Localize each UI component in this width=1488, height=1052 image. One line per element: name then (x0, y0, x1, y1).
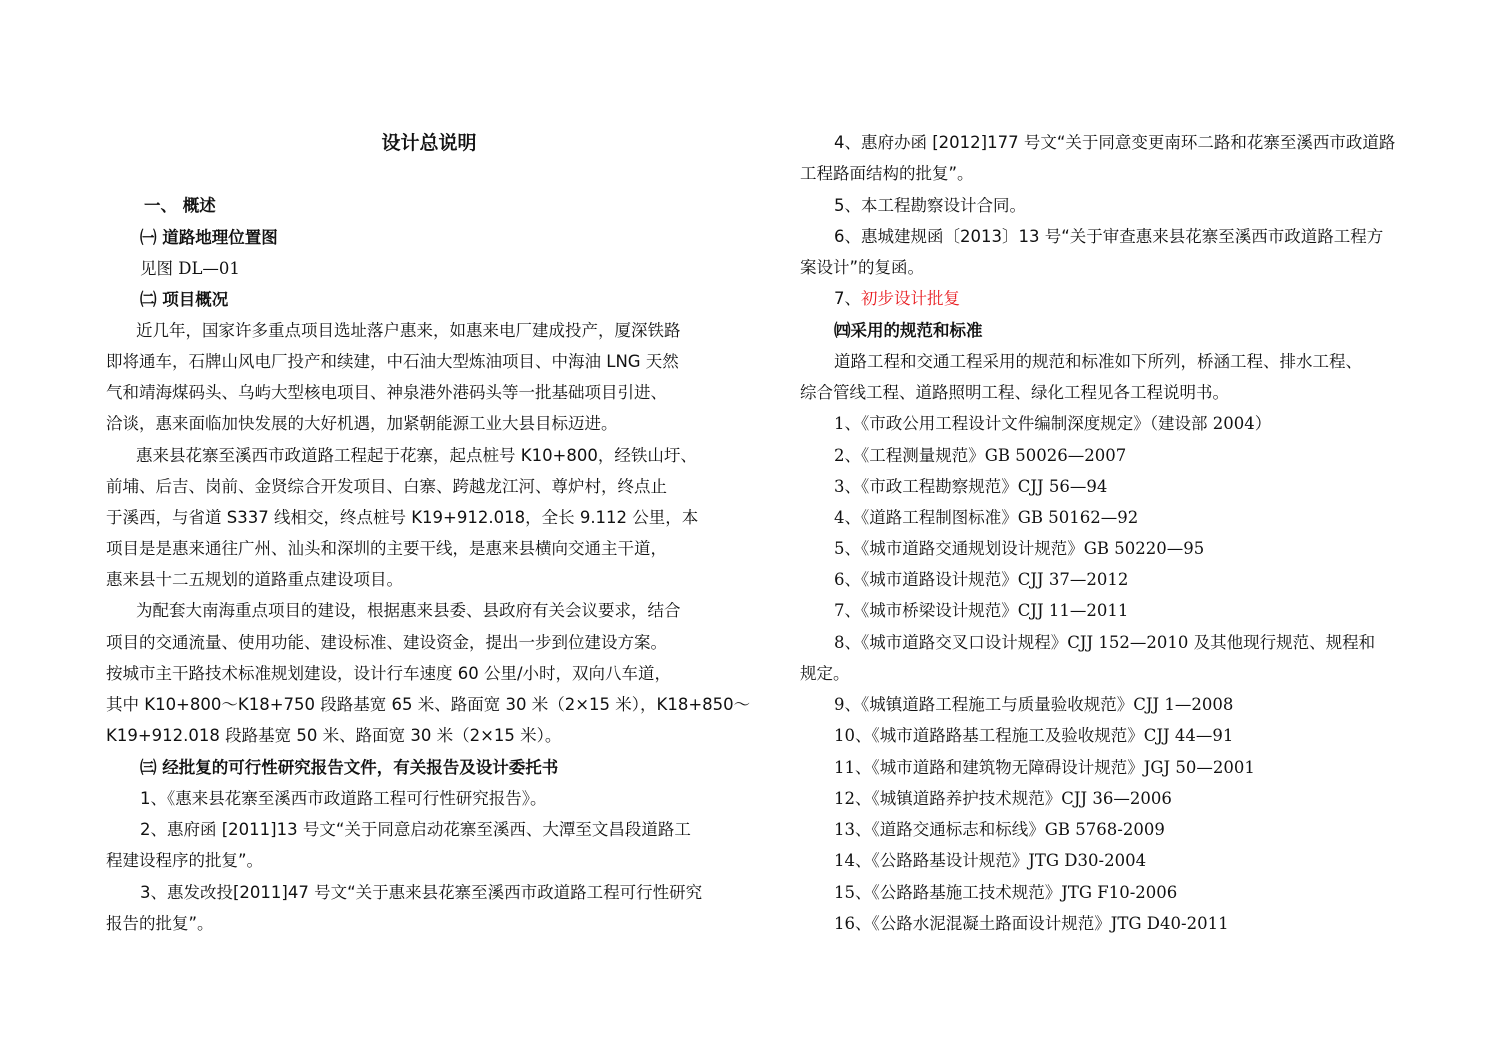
standard-item: 3、《市政工程勘察规范》CJJ 56—94 (834, 477, 1108, 496)
paragraph-line: 洽谈，惠来面临加快发展的大好机遇，加紧朝能源工业大县目标迈进。 (106, 414, 618, 433)
standard-item: 16、《公路水泥混凝土路面设计规范》JTG D40-2011 (834, 914, 1229, 933)
paragraph-line: K19+912.018 段路基宽 50 米、路面宽 30 米（2×15 米）。 (106, 726, 562, 745)
standard-item: 13、《道路交通标志和标线》GB 5768-2009 (834, 820, 1165, 839)
standard-item: 15、《公路路基施工技术规范》JTG F10-2006 (834, 883, 1178, 902)
list-item-number: 7、 (834, 289, 861, 308)
list-item: 1、《惠来县花寨至溪西市政道路工程可行性研究报告》。 (140, 789, 547, 808)
paragraph-line: 气和靖海煤码头、乌屿大型核电项目、神泉港外港码头等一批基础项目引进、 (106, 383, 667, 402)
standard-item: 14、《公路路基设计规范》JTG D30-2004 (834, 851, 1147, 870)
paragraph-line: 按城市主干路技术标准规划建设，设计行车速度 60 公里/小时，双向八车道， (106, 664, 672, 683)
subsection-heading-standards: ㈣采用的规范和标准 (834, 321, 983, 340)
standard-item: 规定。 (800, 664, 850, 683)
paragraph-line: 其中 K10+800～K18+750 段路基宽 65 米、路面宽 30 米（2×15 米），K18+850～ (106, 695, 751, 714)
list-item: 报告的批复”。 (106, 914, 214, 933)
list-item: 4、惠府办函 [2012]177 号文“关于同意变更南环二路和花寨至溪西市政道路 (834, 133, 1396, 152)
list-item: 6、惠城建规函〔2013〕13 号“关于审查惠来县花寨至溪西市政道路工程方 (834, 227, 1384, 246)
standard-item: 11、《城市道路和建筑物无障碍设计规范》JGJ 50—2001 (834, 758, 1255, 777)
standard-item: 9、《城镇道路工程施工与质量验收规范》CJJ 1—2008 (834, 695, 1234, 714)
list-item: 5、本工程勘察设计合同。 (834, 196, 1026, 215)
list-item: 2、惠府函 [2011]13 号文“关于同意启动花寨至溪西、大潭至文昌段道路工 (140, 820, 691, 839)
paragraph-line: 为配套大南海重点项目的建设，根据惠来县委、县政府有关会议要求，结合 (136, 601, 681, 620)
paragraph-line: 惠来县十二五规划的道路重点建设项目。 (106, 570, 403, 589)
standard-item: 10、《城市道路路基工程施工及验收规范》CJJ 44—91 (834, 726, 1234, 745)
location-map-reference: 见图 DL—01 (140, 259, 240, 278)
paragraph-line: 即将通车，石牌山风电厂投产和续建，中石油大型炼油项目、中海油 LNG 天然 (106, 352, 679, 371)
standard-item: 4、《道路工程制图标准》GB 50162—92 (834, 508, 1139, 527)
paragraph-line: 项目的交通流量、使用功能、建设标准、建设资金，提出一步到位建设方案。 (106, 633, 667, 652)
standard-item: 2、《工程测量规范》GB 50026—2007 (834, 446, 1127, 465)
standard-item: 6、《城市道路设计规范》CJJ 37—2012 (834, 570, 1129, 589)
paragraph-line: 惠来县花寨至溪西市政道路工程起于花寨，起点桩号 K10+800，经铁山圩、 (136, 446, 697, 465)
standard-item: 5、《城市道路交通规划设计规范》GB 50220—95 (834, 539, 1205, 558)
subsection-heading-project-overview: ㈡ 项目概况 (140, 290, 229, 309)
paragraph-line: 综合管线工程、道路照明工程、绿化工程见各工程说明书。 (800, 383, 1229, 402)
standard-item: 8、《城市道路交叉口设计规程》CJJ 152—2010 及其他现行规范、规程和 (834, 633, 1376, 652)
standard-item: 1、《市政公用工程设计文件编制深度规定》（建设部 2004） (834, 414, 1272, 433)
list-item: 3、惠发改投[2011]47 号文“关于惠来县花寨至溪西市政道路工程可行性研究 (140, 883, 703, 902)
paragraph-line: 道路工程和交通工程采用的规范和标准如下所列，桥涵工程、排水工程、 (834, 352, 1362, 371)
subsection-heading-location-map: ㈠ 道路地理位置图 (140, 228, 278, 247)
standard-item: 7、《城市桥梁设计规范》CJJ 11—2011 (834, 601, 1129, 620)
paragraph-line: 近几年，国家许多重点项目选址落户惠来，如惠来电厂建成投产，厦深铁路 (136, 321, 681, 340)
paragraph-line: 前埔、后吉、岗前、金贤综合开发项目、白寨、跨越龙江河、尊炉村，终点止 (106, 477, 667, 496)
list-item: 案设计”的复函。 (800, 258, 925, 277)
paragraph-line: 于溪西，与省道 S337 线相交，终点桩号 K19+912.018，全长 9.112 公里，本 (106, 508, 699, 527)
section-heading-overview: 一、 概述 (144, 196, 216, 215)
list-item-preliminary-approval (834, 288, 960, 310)
subsection-heading-approved-documents: ㈢ 经批复的可行性研究报告文件，有关报告及设计委托书 (140, 758, 559, 777)
document-title: 设计总说明 (381, 132, 477, 154)
list-item: 工程路面结构的批复”。 (800, 164, 974, 183)
standard-item: 12、《城镇道路养护技术规范》CJJ 36—2006 (834, 789, 1172, 808)
list-item: 程建设程序的批复”。 (106, 851, 264, 870)
paragraph-line: 项目是是惠来通往广州、汕头和深圳的主要干线，是惠来县横向交通主干道， (106, 539, 667, 558)
highlighted-text: 初步设计批复 (861, 289, 960, 308)
